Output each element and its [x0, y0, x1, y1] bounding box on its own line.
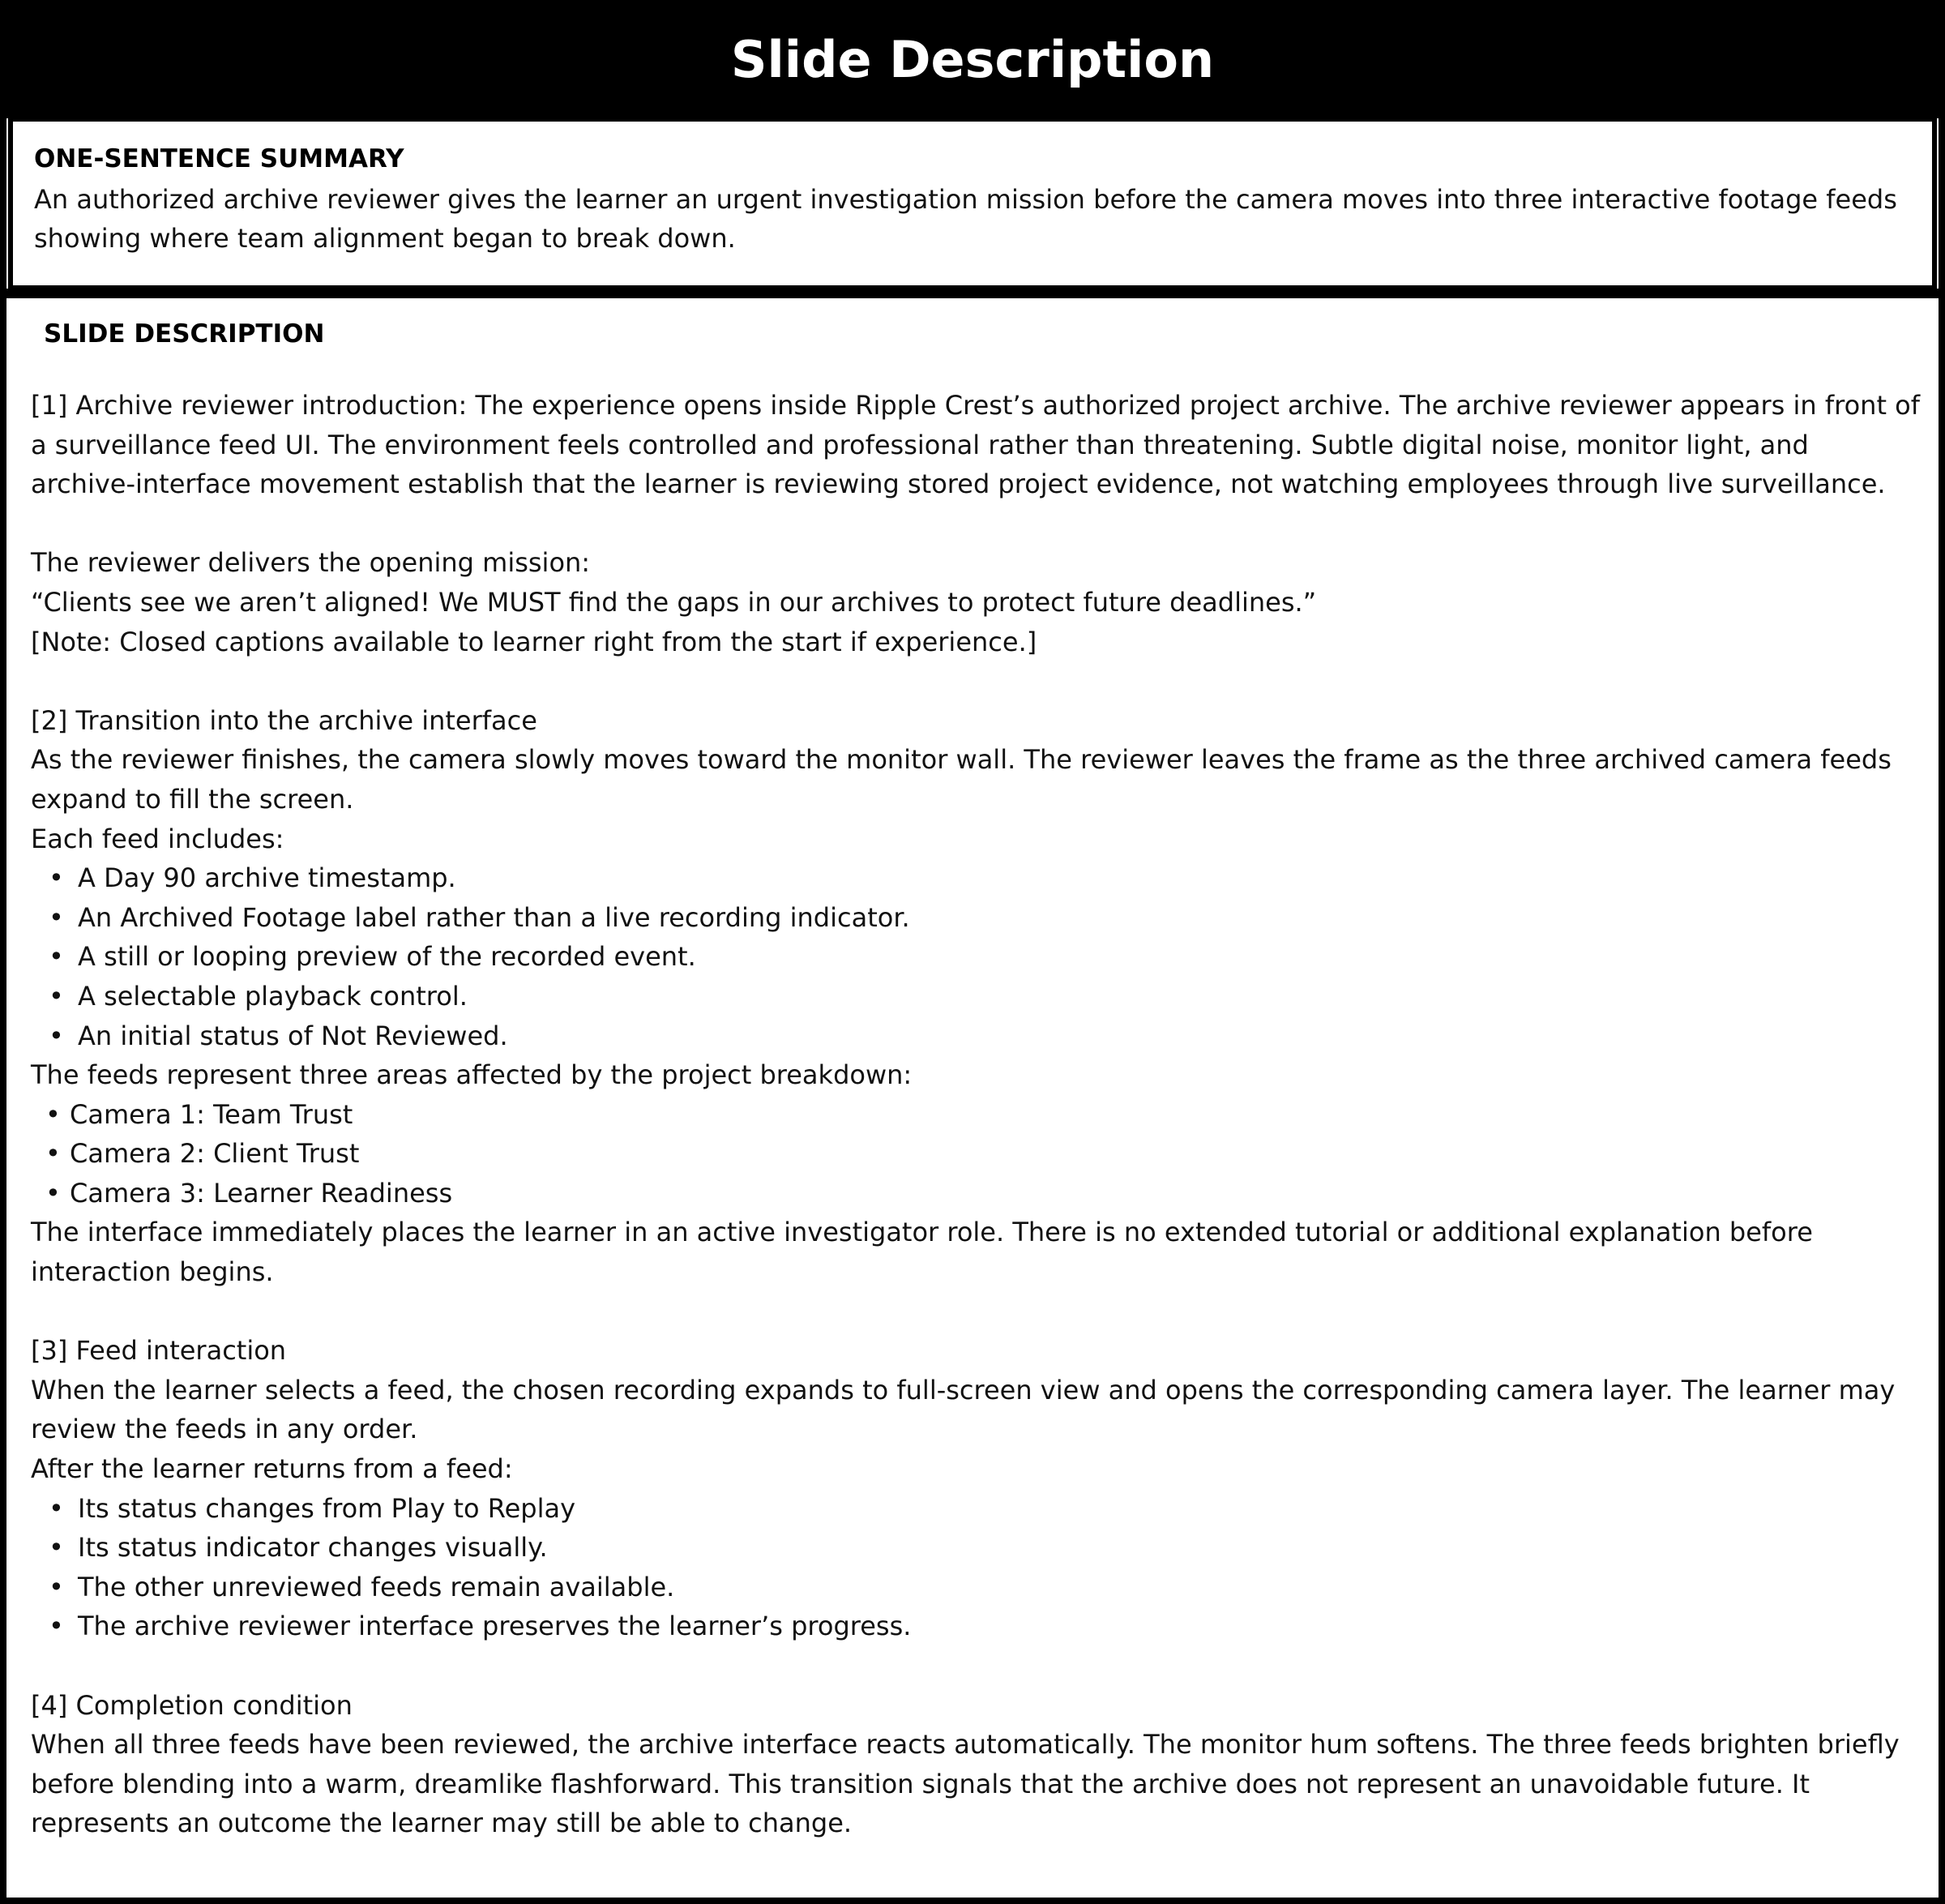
list-item: • The archive reviewer interface preserves the learner’s progress. [31, 1607, 1921, 1646]
s1-mission-lead: The reviewer delivers the opening mission: [31, 547, 591, 579]
list-item: • An initial status of Not Reviewed. [31, 1016, 1921, 1056]
list-item: • Camera 1: Team Trust [31, 1095, 1921, 1135]
s2-heading: [2] Transition into the archive interface [31, 704, 537, 736]
section-divider [0, 289, 1945, 298]
s1-note: [Note: Closed captions available to learner right from the start if experience.] [31, 626, 1037, 657]
s4-heading: [4] Completion condition [31, 1689, 353, 1721]
list-item: • Its status indicator changes visually. [31, 1528, 1921, 1568]
spacer [31, 1292, 1921, 1332]
s3-after-lead: After the learner returns from a feed: [31, 1453, 513, 1485]
after-return-list [31, 1489, 1921, 1646]
list-item: • Camera 3: Learner Readiness [31, 1174, 1921, 1213]
page-title: Slide Description [730, 29, 1215, 89]
description-section [6, 298, 1939, 1898]
list-item: • A still or looping preview of the recorded event. [31, 937, 1921, 977]
s4-text: When all three feeds have been reviewed, the archive interface reacts automatically. The monitor hum softens. The three feeds brighten briefly before blending into a warm, dreamlike flashforward. This transition signals that the archive does not represent an unavoidable future. It represents an outcome the learner may still be able to change. [31, 1729, 1900, 1839]
summary-section [8, 118, 1937, 290]
s2-feed-lead: Each feed includes: [31, 823, 284, 854]
summary-heading: ONE-SENTENCE SUMMARY [34, 144, 404, 173]
description-content [31, 386, 1921, 1843]
s3-text: When the learner selects a feed, the chosen recording expands to full-screen view and opens the corresponding camera layer. The learner may review the feeds in any order. [31, 1374, 1896, 1445]
list-item: • Its status changes from Play to Replay [31, 1489, 1921, 1529]
feed-items-list [31, 858, 1921, 1055]
s1-intro: [1] Archive reviewer introduction: The experience opens inside Ripple Crest’s authorized project archive. The archive reviewer appears in front of a surveillance feed UI. The environment feels controlled and professional rather than threatening. Subtle digital noise, monitor light, and archive-interface movement establish that the learner is reviewing stored project evidence, not watching employees through live surveillance. [31, 390, 1920, 500]
spacer [31, 504, 1921, 544]
list-item: • The other unreviewed feeds remain available. [31, 1568, 1921, 1607]
list-item: • Camera 2: Client Trust [31, 1134, 1921, 1174]
s3-heading: [3] Feed interaction [31, 1335, 287, 1367]
list-item: • A Day 90 archive timestamp. [31, 858, 1921, 898]
summary-text: An authorized archive reviewer gives the learner an urgent investigation mission before the camera moves into three interactive footage feeds showing where team alignment began to break down. [34, 184, 1897, 254]
s2-areas-lead: The feeds represent three areas affected by the project breakdown: [31, 1059, 913, 1091]
s2-text: As the reviewer finishes, the camera slowly moves toward the monitor wall. The reviewer leaves the frame as the three archived camera feeds expand to fill the screen. [31, 744, 1892, 815]
camera-list [31, 1095, 1921, 1213]
spacer [31, 1646, 1921, 1686]
list-item: • An Archived Footage label rather than a live recording indicator. [31, 898, 1921, 938]
title-bar [0, 0, 1945, 118]
s2-closing: The interface immediately places the learner in an active investigator role. There is no extended tutorial or additional explanation before interaction begins. [31, 1217, 1813, 1288]
description-heading: SLIDE DESCRIPTION [44, 319, 325, 349]
s1-quote: “Clients see we aren’t aligned! We MUST find the gaps in our archives to protect future deadlines.” [31, 586, 1317, 618]
spacer [31, 661, 1921, 701]
list-item: • A selectable playback control. [31, 977, 1921, 1016]
